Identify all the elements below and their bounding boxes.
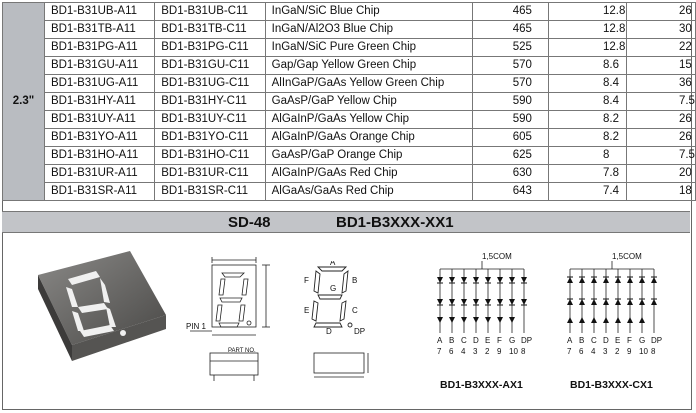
chip-cell: Gap/Gap Yellow Green Chip: [265, 57, 472, 75]
cathode-part-cell: BD1-B31HY-C11: [155, 93, 265, 111]
segment-letter-g: G: [330, 284, 337, 293]
table-row: [3, 129, 696, 147]
table-row: [3, 21, 696, 39]
circuit-segment-label: F: [497, 336, 502, 345]
chip-cell: AlGaInP/GaAs Yellow Chip: [265, 111, 472, 129]
circuit-pin-number: 8: [521, 347, 526, 356]
anode-part-cell: BD1-B31YO-A11: [44, 129, 154, 147]
circuit-segment-label: A: [437, 336, 443, 345]
iv-cell: 26: [626, 111, 695, 129]
drawing-area: [2, 233, 690, 408]
vf-cell: 8.4: [549, 93, 627, 111]
circuit-segment-label: G: [639, 336, 646, 345]
com-label: 1,5COM: [482, 252, 512, 261]
package-label: SD-48: [228, 214, 271, 231]
vf-cell: 7.8: [549, 165, 627, 183]
circuit-segment-label: DP: [521, 336, 533, 345]
chip-cell: AlGaAs/GaAs Red Chip: [265, 183, 472, 201]
vf-cell: 8.2: [549, 129, 627, 147]
circuit-pin-number: 2: [485, 347, 490, 356]
chip-cell: InGaN/SiC Blue Chip: [265, 3, 472, 21]
wavelength-cell: 465: [472, 3, 548, 21]
anode-model-label: BD1-B3XXX-AX1: [440, 379, 523, 391]
wavelength-cell: 630: [472, 165, 548, 183]
iv-cell: 22: [626, 39, 695, 57]
circuit-pin-number: 6: [579, 347, 584, 356]
table-row: [3, 165, 696, 183]
anode-part-cell: BD1-B31HY-A11: [44, 93, 154, 111]
wavelength-cell: 525: [472, 39, 548, 57]
cathode-part-cell: BD1-B31HO-C11: [155, 147, 265, 165]
pin1-label: PIN 1: [186, 322, 207, 331]
vf-cell: 7.4: [549, 183, 627, 201]
circuit-segment-label: DP: [651, 336, 663, 345]
wavelength-cell: 625: [472, 147, 548, 165]
anode-part-cell: BD1-B31TB-A11: [44, 21, 154, 39]
iv-cell: 20: [626, 165, 695, 183]
iv-cell: 30: [626, 21, 695, 39]
table-row: [3, 39, 696, 57]
segment-diagram: [304, 261, 368, 335]
circuit-pin-number: 9: [497, 347, 502, 356]
vf-cell: 8.4: [549, 75, 627, 93]
anode-part-cell: BD1-B31HO-A11: [44, 147, 154, 165]
segment-letter-e: E: [304, 306, 310, 315]
table-row: [3, 147, 696, 165]
vf-cell: 12.8: [549, 21, 627, 39]
circuit-segment-label: C: [461, 336, 467, 345]
table-row: [3, 57, 696, 75]
segment-letter-d: D: [326, 327, 332, 335]
circuit-pin-number: 6: [449, 347, 454, 356]
wavelength-cell: 465: [472, 21, 548, 39]
chip-cell: InGaN/Al2O3 Blue Chip: [265, 21, 472, 39]
circuit-pin-number: 2: [615, 347, 620, 356]
circuit-segment-label: E: [485, 336, 491, 345]
circuit-pin-number: 7: [437, 347, 442, 356]
circuit-pin-number: 7: [567, 347, 572, 356]
anode-part-cell: BD1-B31SR-A11: [44, 183, 154, 201]
table-row: [3, 3, 696, 21]
circuit-segment-label: C: [591, 336, 597, 345]
table-row: [3, 93, 696, 111]
spec-table: [2, 2, 696, 201]
segment-letter-dp: DP: [354, 327, 366, 335]
chip-cell: AlGaInP/GaAs Orange Chip: [265, 129, 472, 147]
circuit-pin-number: 10: [509, 347, 518, 356]
anode-part-cell: BD1-B31UY-A11: [44, 111, 154, 129]
cathode-part-cell: BD1-B31SR-C11: [155, 183, 265, 201]
chip-cell: AlGaInP/GaAs Red Chip: [265, 165, 472, 183]
part-no-label: PART NO.: [228, 348, 256, 354]
circuit-segment-label: B: [579, 336, 585, 345]
circuit-segment-label: D: [603, 336, 609, 345]
table-row: [3, 183, 696, 201]
chip-cell: GaAsP/GaP Yellow Chip: [265, 93, 472, 111]
circuit-pin-number: 3: [603, 347, 608, 356]
series-band: [2, 211, 690, 233]
circuit-segment-label: E: [615, 336, 621, 345]
segment-letter-b: B: [352, 276, 358, 285]
circuit-pin-number: 9: [627, 347, 632, 356]
common-cathode-circuit: [562, 249, 672, 359]
com-label: 1,5COM: [612, 252, 642, 261]
wavelength-cell: 605: [472, 129, 548, 147]
cathode-part-cell: BD1-B31YO-C11: [155, 129, 265, 147]
cathode-part-cell: BD1-B31UY-C11: [155, 111, 265, 129]
cathode-part-cell: BD1-B31GU-C11: [155, 57, 265, 75]
common-anode-circuit: [432, 249, 542, 359]
series-label: BD1-B3XXX-XX1: [336, 214, 454, 231]
vf-cell: 8.2: [549, 111, 627, 129]
size-cell: 2.3": [3, 3, 45, 201]
anode-part-cell: BD1-B31UG-A11: [44, 75, 154, 93]
vf-cell: 8: [549, 147, 627, 165]
wavelength-cell: 590: [472, 111, 548, 129]
table-row: [3, 111, 696, 129]
spec-table-body: [3, 3, 696, 201]
circuit-pin-number: 10: [639, 347, 648, 356]
cathode-model-label: BD1-B3XXX-CX1: [570, 379, 653, 391]
iv-cell: 26: [626, 129, 695, 147]
cathode-part-cell: BD1-B31UR-C11: [155, 165, 265, 183]
wavelength-cell: 570: [472, 57, 548, 75]
anode-part-cell: BD1-B31GU-A11: [44, 57, 154, 75]
iv-cell: 7.5: [626, 147, 695, 165]
circuit-segment-label: F: [627, 336, 632, 345]
circuit-segment-label: D: [473, 336, 479, 345]
anode-part-cell: BD1-B31UR-A11: [44, 165, 154, 183]
anode-part-cell: BD1-B31UB-A11: [44, 3, 154, 21]
chip-cell: InGaN/SiC Pure Green Chip: [265, 39, 472, 57]
circuit-pin-number: 3: [473, 347, 478, 356]
circuit-pin-number: 4: [461, 347, 466, 356]
anode-part-cell: BD1-B31PG-A11: [44, 39, 154, 57]
circuit-pin-number: 4: [591, 347, 596, 356]
circuit-segment-label: A: [567, 336, 573, 345]
table-row: [3, 75, 696, 93]
iv-cell: 36: [626, 75, 695, 93]
display-photo: [10, 245, 170, 373]
cathode-part-cell: BD1-B31UG-C11: [155, 75, 265, 93]
cathode-part-cell: BD1-B31UB-C11: [155, 3, 265, 21]
segment-letter-a: A: [330, 261, 336, 267]
chip-cell: GaAsP/GaP Orange Chip: [265, 147, 472, 165]
circuit-pin-number: 8: [651, 347, 656, 356]
wavelength-cell: 643: [472, 183, 548, 201]
wavelength-cell: 590: [472, 93, 548, 111]
cathode-part-cell: BD1-B31PG-C11: [155, 39, 265, 57]
vf-cell: 8.6: [549, 57, 627, 75]
circuit-segment-label: B: [449, 336, 455, 345]
iv-cell: 26: [626, 3, 695, 21]
segment-letter-f: F: [304, 276, 309, 285]
iv-cell: 18: [626, 183, 695, 201]
iv-cell: 15: [626, 57, 695, 75]
segment-letter-c: C: [352, 306, 358, 315]
iv-cell: 7.5: [626, 93, 695, 111]
vf-cell: 12.8: [549, 3, 627, 21]
chip-cell: AlInGaP/GaAs Yellow Green Chip: [265, 75, 472, 93]
wavelength-cell: 570: [472, 75, 548, 93]
cathode-part-cell: BD1-B31TB-C11: [155, 21, 265, 39]
circuit-segment-label: G: [509, 336, 516, 345]
vf-cell: 12.8: [549, 39, 627, 57]
